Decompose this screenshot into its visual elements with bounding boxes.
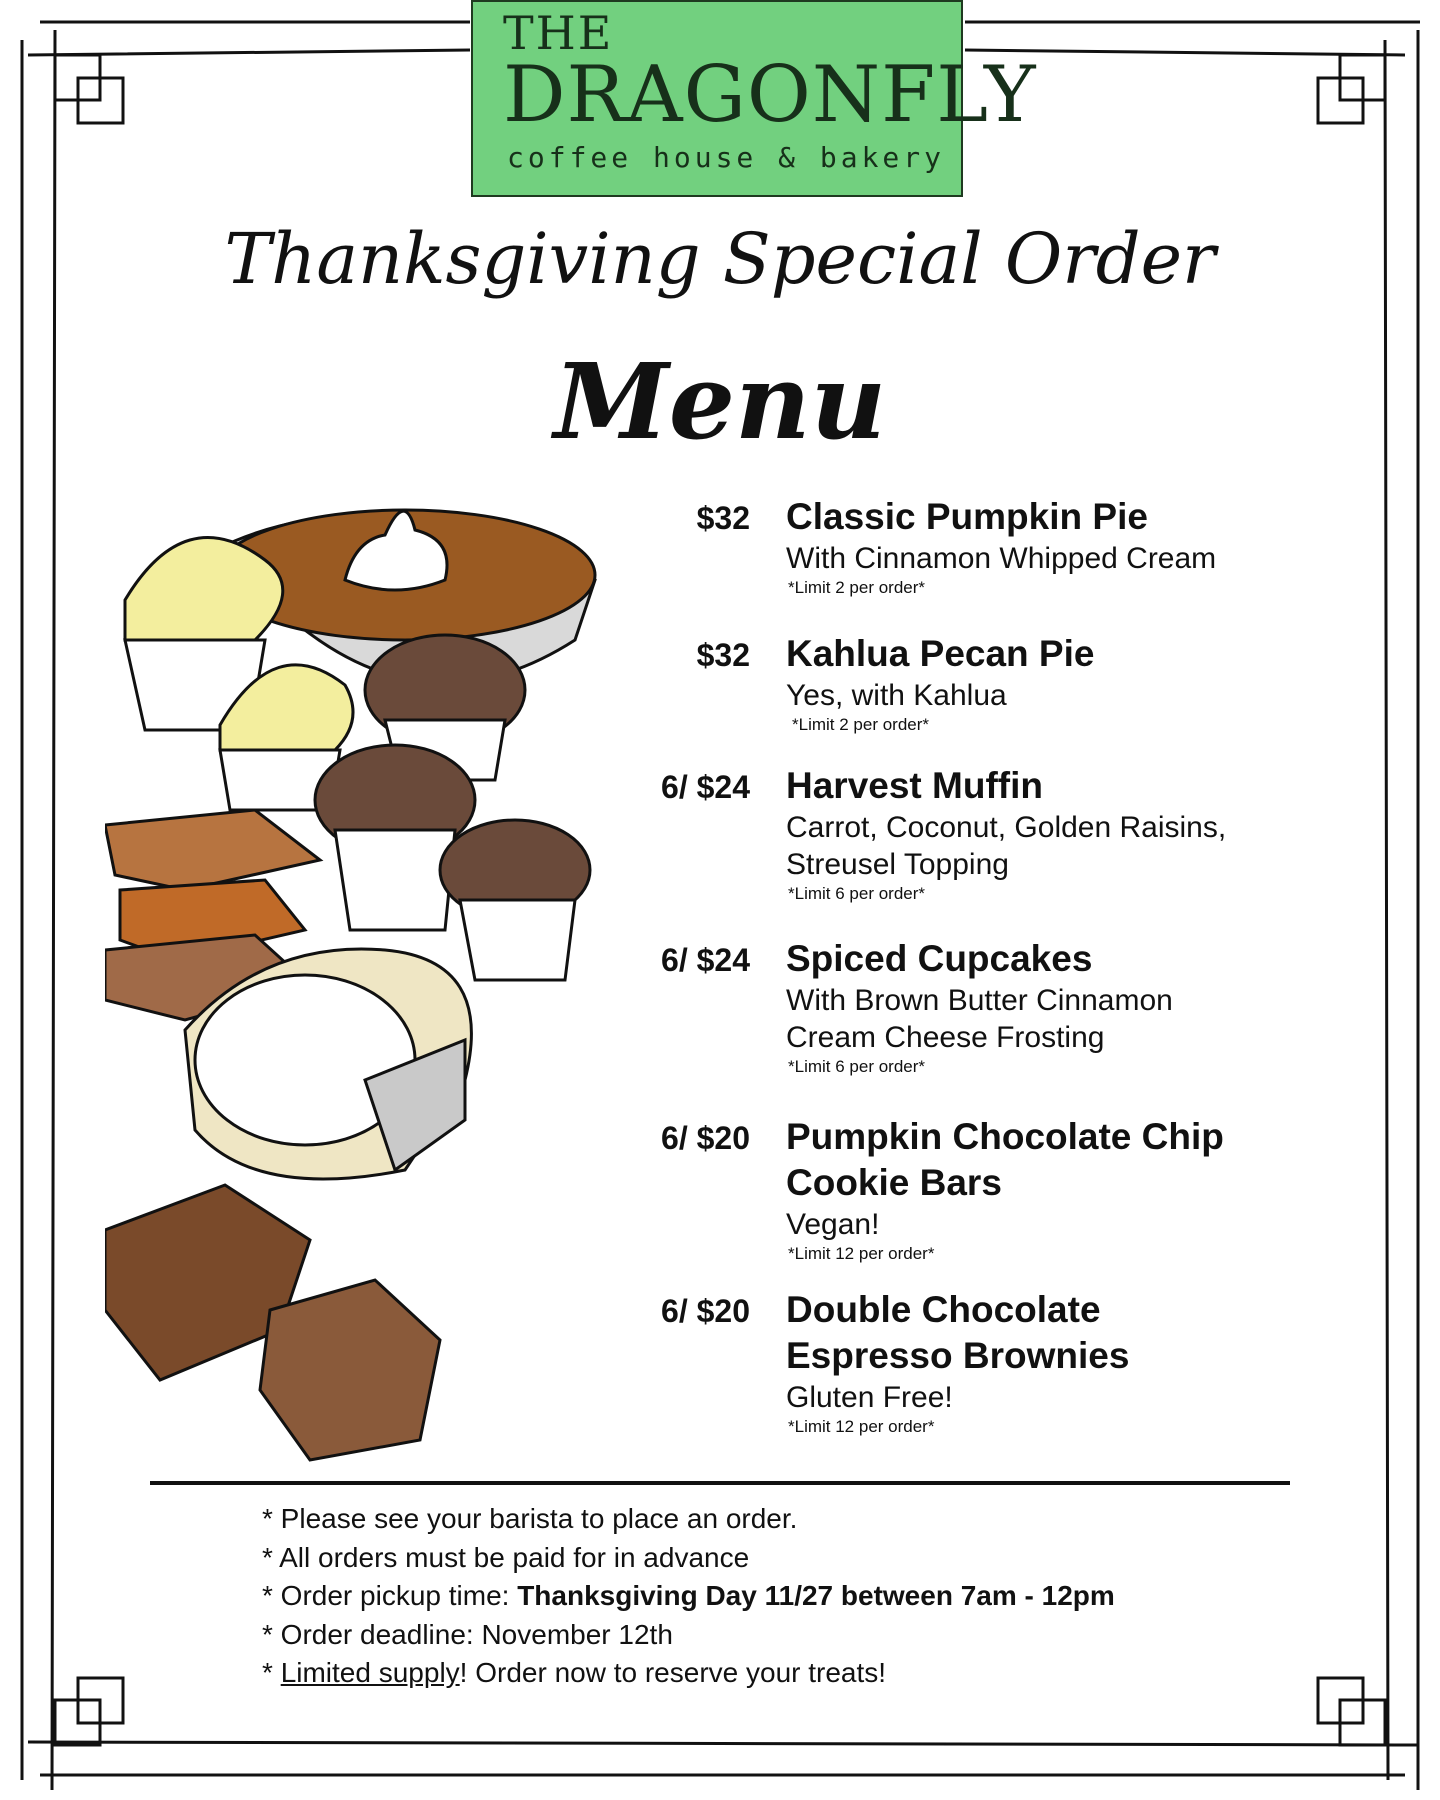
note-supply — [262, 1654, 1115, 1693]
muffin-icon — [315, 635, 590, 980]
menu-item-price: 6/ $20 — [661, 1120, 750, 1156]
menu-item — [620, 1287, 1380, 1438]
menu-item-name: Spiced Cupcakes — [786, 938, 1093, 979]
menu-item-name: Classic Pumpkin Pie — [786, 496, 1148, 537]
menu-item-limit: *Limit 6 per order* — [788, 1057, 926, 1076]
menu-item-name: Cookie Bars — [786, 1162, 1002, 1203]
note-supply-underline: Limited supply — [280, 1657, 460, 1688]
menu-item-price: 6/ $24 — [661, 942, 750, 978]
menu-item-price: $32 — [696, 637, 750, 673]
menu-item — [620, 936, 1380, 1114]
menu-item-description: Streusel Topping — [786, 848, 1009, 881]
menu-item-limit: *Limit 12 per order* — [788, 1244, 935, 1263]
menu-item-price: 6/ $20 — [661, 1293, 750, 1329]
page-title: Thanksgiving Special Order — [224, 218, 1216, 300]
logo-line-the: THE — [503, 6, 614, 60]
menu-item-description: With Brown Butter Cinnamon — [786, 984, 1173, 1017]
menu-items-list — [620, 494, 1380, 1438]
menu-item-price: 6/ $24 — [661, 769, 750, 805]
menu-item-name: Double Chocolate — [786, 1289, 1101, 1330]
menu-item — [620, 494, 1380, 631]
dragonfly-logo — [471, 0, 1037, 197]
menu-item-description: Cream Cheese Frosting — [786, 1021, 1105, 1054]
menu-item-price: $32 — [696, 500, 750, 536]
menu-item-limit: *Limit 2 per order* — [788, 578, 926, 597]
menu-item-description: Carrot, Coconut, Golden Raisins, — [786, 811, 1227, 844]
menu-item-limit: *Limit 2 per order* — [792, 715, 930, 734]
menu-heading: Menu — [553, 340, 887, 463]
note-payment: * All orders must be paid for in advance — [262, 1541, 750, 1573]
menu-item — [620, 631, 1380, 763]
logo-line-dragonfly: DRAGONFLY — [503, 50, 1037, 140]
menu-item-name: Pumpkin Chocolate Chip — [786, 1116, 1224, 1157]
menu-item-limit: *Limit 6 per order* — [788, 884, 926, 903]
note-pickup-time: Thanksgiving Day 11/27 between 7am - 12pm — [517, 1580, 1115, 1611]
note-pickup — [262, 1577, 1115, 1616]
divider-line — [150, 1481, 1290, 1485]
menu-item-name: Espresso Brownies — [786, 1335, 1130, 1376]
menu-item-name: Harvest Muffin — [786, 765, 1043, 806]
menu-item-description: Vegan! — [786, 1208, 880, 1241]
logo-tagline: coffee house & bakery — [507, 141, 946, 174]
baked-goods-illustration — [105, 480, 635, 1470]
menu-item-description: With Cinnamon Whipped Cream — [786, 542, 1217, 575]
menu-item — [620, 1114, 1380, 1287]
note-deadline: * Order deadline: November 12th — [262, 1618, 673, 1650]
note-barista: * Please see your barista to place an order. — [262, 1503, 798, 1534]
menu-item-limit: *Limit 12 per order* — [788, 1417, 935, 1436]
menu-item-description: Yes, with Kahlua — [786, 679, 1007, 712]
menu-item-name: Kahlua Pecan Pie — [786, 633, 1095, 674]
menu-item — [620, 763, 1380, 936]
note-supply-suffix: ! Order now to reserve your treats! — [459, 1657, 887, 1688]
menu-item-description: Gluten Free! — [786, 1381, 953, 1414]
note-pickup-label: * Order pickup time: — [262, 1580, 518, 1611]
order-notes — [262, 1500, 1115, 1693]
brownie-icon — [105, 1185, 440, 1460]
note-supply-prefix: * — [262, 1657, 281, 1688]
